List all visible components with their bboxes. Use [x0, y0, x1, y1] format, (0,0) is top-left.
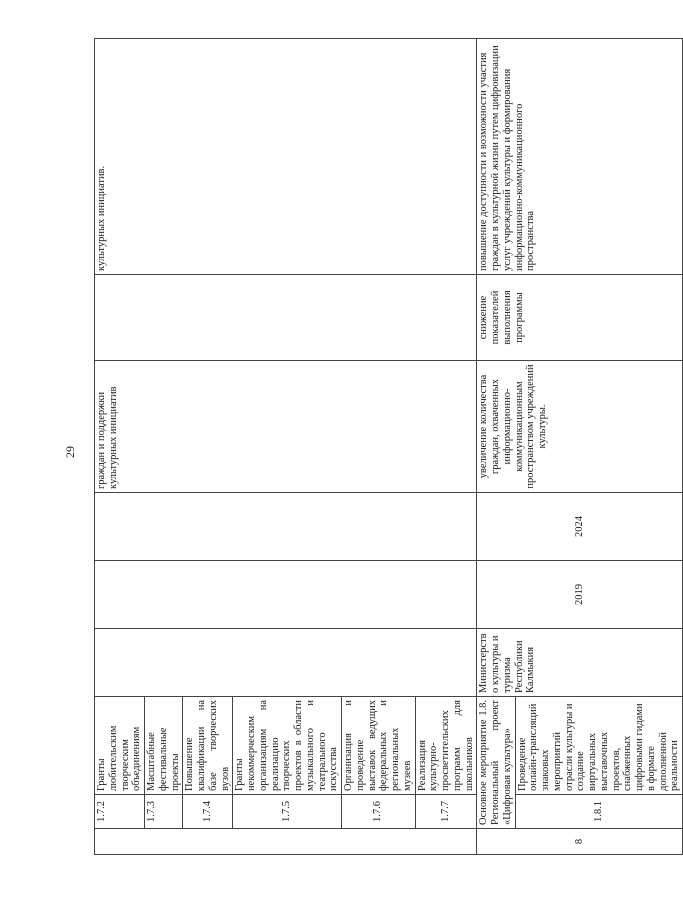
row-name: Масштабные фестивальные проекты: [145, 697, 183, 795]
end-year: 2024: [477, 493, 683, 561]
expected-result: увеличение количества граждан, охваченных информационно-коммуникационным пространством учреждений культуры.: [477, 361, 683, 493]
main-number: 8: [477, 829, 683, 855]
row-name: Реализация культурно-просветительских программ для школьников: [415, 697, 477, 795]
row-name: Гранты любительским творческим объединениям: [95, 697, 145, 795]
row-number: 1.7.7: [415, 795, 477, 829]
row-number: 1.7.3: [145, 795, 183, 829]
risk-cell: [95, 275, 477, 361]
executor-cell: [95, 629, 477, 697]
row-number: 1.7.5: [233, 795, 342, 829]
row-number: 1.7.6: [342, 795, 416, 829]
page-number: 29: [63, 446, 77, 458]
program-activities-table: [94, 38, 683, 855]
row-name: Повышение квалификации на базе творческих вузов: [183, 697, 233, 795]
row-number: 1.7.4: [183, 795, 233, 829]
start-year-cell: [95, 561, 477, 629]
executor: Министерство культуры и туризма Республики Калмыкия: [477, 629, 683, 697]
table-row-main-8: [477, 39, 515, 855]
row-number: 1.8.1: [515, 795, 683, 829]
main-activity-title: Основное мероприятие 1.8. Региональный проект «Цифровая культура»: [477, 697, 515, 829]
risk-consequence: снижение показателей выполнения программы: [477, 275, 683, 361]
start-year: 2019: [477, 561, 683, 629]
link-to-indicators: повышение доступности и возможности участия граждан в культурной жизни путем цифровизации услуг учреждений культуры и формирования информационно-коммуникационного пространства: [477, 39, 683, 275]
link-cell: культурных инициатив.: [95, 39, 477, 275]
table-row-1-7-2: [95, 39, 145, 855]
result-cell: граждан и поддержки культурных инициатив: [95, 361, 477, 493]
main-number-cell: [95, 829, 477, 855]
row-name: Проведение онлайн-трансляций знаковых мероприятий отрасли культуры и создание виртуальных выставочных проектов, снабженных цифровыми гидами в формате дополненной реальности: [515, 697, 683, 795]
end-year-cell: [95, 493, 477, 561]
row-name: Организация и проведение выставок ведущих федеральных и региональных музеев: [342, 697, 416, 795]
row-number: 1.7.2: [95, 795, 145, 829]
row-name: Гранты некоммерческим организациям на реализацию творческих проектов в области музыкального и театрального искусства: [233, 697, 342, 795]
